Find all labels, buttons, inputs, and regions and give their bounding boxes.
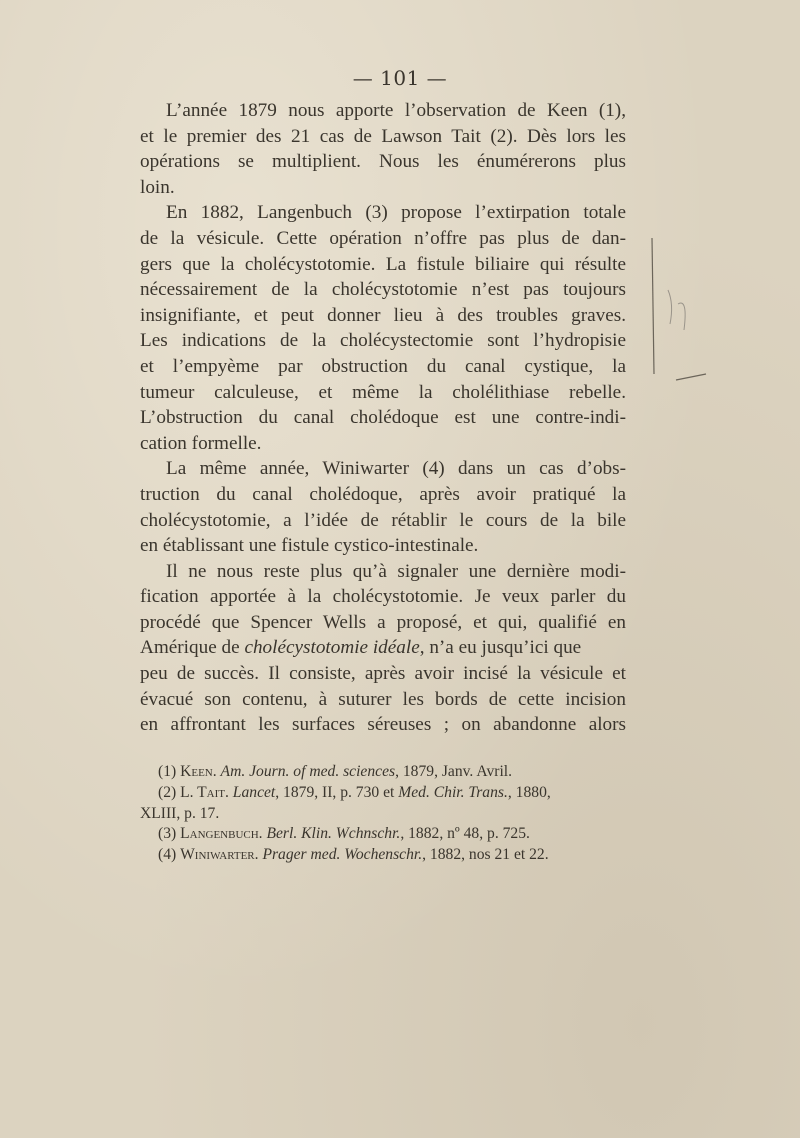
footnote-1 [140, 762, 626, 783]
text-line: fication apportée à la cholécystotomie. Je veux parler du [140, 586, 626, 608]
text-line: Les indications de la cholécystectomie sont l’hydropisie [140, 330, 626, 352]
text-line: Il ne nous reste plus qu’à signaler une dernière modi- [166, 560, 626, 582]
text-line: L’année 1879 nous apporte l’observation de Keen (1), [166, 100, 626, 121]
text-line: et le premier des 21 cas de Lawson Tait (2). Dès lors les [140, 125, 626, 147]
italic-term: cholécystotomie idéale [244, 637, 420, 659]
footnote-detail: , 1882, nº 48, p. 725. [400, 825, 530, 843]
footnote-author: Langenbuch. [180, 825, 263, 843]
text-line: cation formelle. [140, 432, 262, 454]
text-line [140, 635, 626, 661]
footnote-author: Winiwarter. [180, 846, 259, 864]
footnotes [140, 762, 626, 866]
margin-pencil-mark [648, 234, 708, 384]
text-line: procédé que Spencer Wells a proposé, et qui, qualifié en [140, 611, 626, 633]
footnote-detail: , 1879, Janv. Avril. [395, 763, 513, 780]
footnote-detail: , 1879, II, p. 730 et [275, 783, 399, 801]
footnote-4 [140, 845, 626, 866]
text-line: nécessairement de la cholécystotomie n’est pas toujours [140, 279, 626, 301]
text-fragment: Amérique de [140, 637, 245, 659]
text-line: de la vésicule. Cette opération n’offre pas plus de dan- [140, 227, 626, 249]
footnote-3 [140, 824, 626, 845]
footnote-author: L. Tait. [180, 783, 229, 801]
footnote-2-continued: XLIII, p. 17. [140, 804, 220, 822]
footnote-detail: , 1880, [507, 783, 551, 801]
text-line: La même année, Winiwarter (4) dans un cas d’obs- [166, 458, 626, 480]
text-line: truction du canal cholédoque, après avoir pratiqué la [140, 483, 626, 505]
text-line: en affrontant les surfaces séreuses ; on abandonne alors [140, 714, 626, 736]
footnote-number: (3) [158, 825, 177, 843]
footnote-number: (1) [158, 763, 177, 780]
text-fragment: , n’a eu jusqu’ici que [419, 637, 582, 659]
text-line: évacué son contenu, à suturer les bords de cette incision [140, 688, 626, 710]
text-line: L’obstruction du canal cholédoque est une contre-indi- [140, 407, 626, 429]
footnote-author: Keen. [180, 763, 217, 780]
footnote-journal: Am. Journ. of med. sciences [220, 763, 396, 780]
footnote-journal: Prager med. Wochenschr. [262, 846, 423, 864]
text-line: cholécystotomie, a l’idée de rétablir le cours de la bile [140, 509, 626, 531]
text-line: gers que la cholécystotomie. La fistule biliaire qui résulte [140, 253, 626, 275]
text-line: et l’empyème par obstruction du canal cystique, la [140, 355, 626, 377]
footnote-journal: Berl. Klin. Wchnschr. [266, 825, 401, 843]
footnote-number: (2) [158, 783, 177, 801]
footnote-detail: , 1882, nos 21 et 22. [422, 846, 549, 864]
text-line: tumeur calculeuse, et même la cholélithiase rebelle. [140, 381, 626, 403]
text-line: en établissant une fistule cystico-intestinale. [140, 535, 479, 557]
text-line: En 1882, Langenbuch (3) propose l’extirpation totale [166, 202, 626, 224]
text-line: insignifiante, et peut donner lieu à des troubles graves. [140, 304, 626, 326]
footnote-2 [140, 783, 626, 804]
text-line: opérations se multiplient. Nous les énumérerons plus [140, 151, 626, 173]
page-number-header: — 101 — [352, 66, 448, 90]
footnote-journal: Lancet [232, 783, 276, 801]
text-line: peu de succès. Il consiste, après avoir incisé la vésicule et [140, 663, 626, 685]
text-line: loin. [140, 176, 175, 198]
body-text [140, 98, 626, 738]
footnote-journal: Med. Chir. Trans. [398, 783, 508, 801]
footnote-number: (4) [158, 846, 177, 864]
